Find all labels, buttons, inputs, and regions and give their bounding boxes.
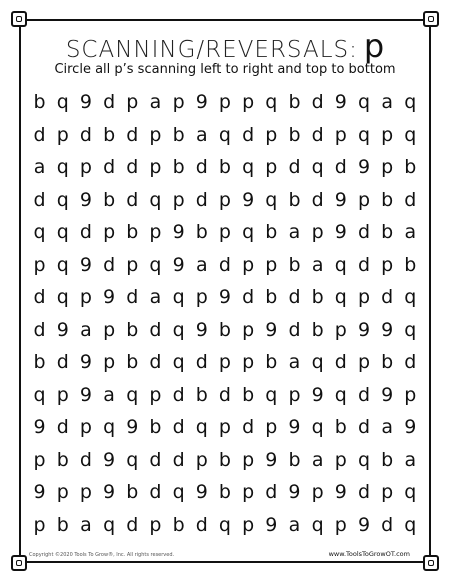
grid-letter[interactable]: q xyxy=(172,351,185,374)
grid-letter[interactable]: d xyxy=(357,416,371,439)
grid-letter[interactable]: d xyxy=(265,481,278,504)
grid-row xyxy=(28,151,422,184)
grid-letter[interactable]: a xyxy=(80,513,92,536)
grid-letter[interactable]: p xyxy=(79,286,92,309)
grid-letter[interactable]: p xyxy=(288,383,301,406)
grid-letter[interactable]: d xyxy=(311,91,324,114)
grid-letter[interactable]: d xyxy=(195,156,208,179)
grid-letter[interactable]: a xyxy=(288,513,301,536)
grid-letter[interactable]: d xyxy=(126,123,139,146)
grid-letter[interactable]: q xyxy=(56,253,69,276)
grid-letter[interactable]: d xyxy=(33,123,46,146)
grid-letter[interactable]: d xyxy=(404,188,417,211)
grid-letter[interactable]: 9 xyxy=(79,188,92,211)
grid-letter[interactable]: 9 xyxy=(265,513,278,536)
grid-letter[interactable]: d xyxy=(195,513,208,536)
grid-letter[interactable]: d xyxy=(149,351,162,374)
grid-letter[interactable]: 9 xyxy=(334,221,347,244)
grid-letter[interactable]: 9 xyxy=(33,416,46,439)
grid-letter[interactable]: b xyxy=(381,351,394,374)
grid-letter[interactable]: d xyxy=(33,188,46,211)
grid-letter[interactable]: 9 xyxy=(103,481,116,504)
grid-letter[interactable]: p xyxy=(357,351,371,374)
grid-letter[interactable]: q xyxy=(126,383,139,406)
grid-letter[interactable]: d xyxy=(172,416,185,439)
grid-letter[interactable]: p xyxy=(334,123,347,146)
grid-letter[interactable]: p xyxy=(242,253,255,276)
grid-letter[interactable]: p xyxy=(242,318,255,341)
grid-letter[interactable]: a xyxy=(381,416,393,439)
grid-letter[interactable]: p xyxy=(103,318,116,341)
grid-letter[interactable]: d xyxy=(311,188,324,211)
grid-letter[interactable]: a xyxy=(195,253,208,276)
grid-letter[interactable]: d xyxy=(103,91,116,114)
grid-letter[interactable]: p xyxy=(79,481,92,504)
grid-letter[interactable]: a xyxy=(149,91,162,114)
grid-letter[interactable]: 9 xyxy=(242,188,255,211)
grid-letter[interactable]: p xyxy=(79,156,92,179)
grid-letter[interactable]: 9 xyxy=(357,156,371,179)
grid-letter[interactable]: q xyxy=(265,188,278,211)
grid-letter[interactable]: 9 xyxy=(172,221,185,244)
grid-letter[interactable]: b xyxy=(195,221,208,244)
grid-letter[interactable]: 9 xyxy=(103,286,116,309)
grid-letter[interactable]: p xyxy=(265,253,278,276)
corner-ornament-icon xyxy=(423,11,439,27)
grid-letter[interactable]: 9 xyxy=(195,318,208,341)
grid-letter[interactable]: p xyxy=(265,123,278,146)
grid-letter[interactable]: p xyxy=(265,156,278,179)
grid-letter[interactable]: q xyxy=(56,188,69,211)
grid-letter[interactable]: 9 xyxy=(126,416,139,439)
grid-letter[interactable]: a xyxy=(404,448,417,471)
grid-letter[interactable]: q xyxy=(311,416,324,439)
grid-letter[interactable]: p xyxy=(242,351,255,374)
grid-letter[interactable]: 9 xyxy=(288,481,301,504)
grid-letter[interactable]: b xyxy=(288,188,301,211)
grid-letter[interactable]: q xyxy=(103,513,116,536)
grid-row xyxy=(28,119,422,152)
grid-letter[interactable]: p xyxy=(311,481,324,504)
instructions: Circle all p’s scanning left to right and top to bottom xyxy=(54,62,396,77)
grid-letter[interactable]: a xyxy=(149,286,162,309)
grid-letter[interactable]: q xyxy=(404,91,417,114)
grid-letter[interactable]: b xyxy=(56,448,69,471)
grid-letter[interactable]: 9 xyxy=(265,448,278,471)
grid-letter[interactable]: p xyxy=(172,188,185,211)
grid-letter[interactable]: p xyxy=(149,221,162,244)
grid-letter[interactable]: d xyxy=(242,416,255,439)
grid-letter[interactable]: b xyxy=(242,383,255,406)
grid-letter[interactable]: p xyxy=(149,156,162,179)
grid-letter[interactable]: q xyxy=(357,123,371,146)
grid-letter[interactable]: 9 xyxy=(334,188,347,211)
grid-letter[interactable]: p xyxy=(195,286,208,309)
grid-letter[interactable]: p xyxy=(334,448,347,471)
grid-letter[interactable]: a xyxy=(311,448,324,471)
grid-letter[interactable]: d xyxy=(126,513,139,536)
grid-row xyxy=(28,281,422,314)
grid-letter[interactable]: q xyxy=(334,383,347,406)
grid-letter[interactable]: p xyxy=(404,383,417,406)
grid-letter[interactable]: q xyxy=(56,91,69,114)
grid-letter[interactable]: 9 xyxy=(79,253,92,276)
grid-letter[interactable]: 9 xyxy=(381,318,394,341)
grid-letter[interactable]: d xyxy=(79,221,92,244)
grid-letter[interactable]: b xyxy=(172,513,185,536)
grid-letter[interactable]: 9 xyxy=(103,448,116,471)
grid-letter[interactable]: q xyxy=(357,91,371,114)
grid-row xyxy=(28,346,422,379)
grid-letter[interactable]: d xyxy=(357,481,371,504)
grid-letter[interactable]: p xyxy=(126,253,139,276)
grid-letter[interactable]: p xyxy=(242,481,255,504)
grid-letter[interactable]: d xyxy=(218,383,231,406)
grid-letter[interactable]: p xyxy=(33,253,46,276)
grid-letter[interactable]: b xyxy=(33,351,46,374)
grid-letter[interactable]: 9 xyxy=(265,318,278,341)
corner-ornament-icon xyxy=(11,555,27,571)
grid-letter[interactable]: p xyxy=(381,481,394,504)
grid-letter[interactable]: q xyxy=(242,156,255,179)
grid-letter[interactable]: q xyxy=(311,156,324,179)
grid-letter[interactable]: q xyxy=(149,188,162,211)
grid-letter[interactable]: d xyxy=(242,123,255,146)
grid-letter[interactable]: b xyxy=(172,156,185,179)
grid-letter[interactable]: q xyxy=(33,221,46,244)
grid-letter[interactable]: p xyxy=(334,513,347,536)
grid-letter[interactable]: d xyxy=(103,253,116,276)
grid-letter[interactable]: p xyxy=(242,448,255,471)
website-url: www.ToolsToGrowOT.com xyxy=(328,550,410,558)
grid-letter[interactable]: b xyxy=(195,383,208,406)
grid-letter[interactable]: q xyxy=(218,513,231,536)
grid-letter[interactable]: b xyxy=(149,416,162,439)
grid-letter[interactable]: q xyxy=(265,383,278,406)
grid-letter[interactable]: q xyxy=(103,416,116,439)
grid-letter[interactable]: q xyxy=(172,318,185,341)
grid-letter[interactable]: p xyxy=(381,123,394,146)
grid-letter[interactable]: q xyxy=(56,221,69,244)
grid-letter[interactable]: d xyxy=(288,286,301,309)
grid-letter[interactable]: q xyxy=(357,448,371,471)
grid-letter[interactable]: 9 xyxy=(218,286,231,309)
grid-letter[interactable]: 9 xyxy=(404,416,417,439)
grid-letter[interactable]: q xyxy=(311,351,324,374)
grid-letter[interactable]: p xyxy=(33,513,46,536)
grid-letter[interactable]: q xyxy=(334,253,347,276)
grid-letter[interactable]: d xyxy=(195,188,208,211)
grid-letter[interactable]: b xyxy=(103,123,116,146)
grid-letter[interactable]: d xyxy=(288,318,301,341)
grid-letter[interactable]: b xyxy=(288,123,301,146)
grid-row xyxy=(28,314,422,347)
grid-letter[interactable]: d xyxy=(149,448,162,471)
grid-letter[interactable]: d xyxy=(33,286,46,309)
grid-letter[interactable]: p xyxy=(33,448,46,471)
grid-letter[interactable]: p xyxy=(218,91,231,114)
grid-letter[interactable]: 9 xyxy=(79,351,92,374)
grid-letter[interactable]: b xyxy=(265,286,278,309)
grid-letter[interactable]: b xyxy=(218,318,231,341)
grid-letter[interactable]: a xyxy=(195,123,208,146)
grid-letter[interactable]: b xyxy=(404,253,417,276)
grid-letter[interactable]: q xyxy=(334,286,347,309)
grid-letter[interactable]: b xyxy=(218,156,231,179)
grid-letter[interactable]: d xyxy=(56,416,69,439)
grid-letter[interactable]: d xyxy=(218,253,231,276)
grid-letter[interactable]: b xyxy=(265,221,278,244)
grid-letter[interactable]: p xyxy=(357,286,371,309)
grid-letter[interactable]: p xyxy=(56,481,69,504)
grid-letter[interactable]: p xyxy=(103,221,116,244)
grid-letter[interactable]: a xyxy=(33,156,46,179)
grid-letter[interactable]: d xyxy=(126,156,139,179)
grid-letter[interactable]: d xyxy=(33,318,46,341)
grid-letter[interactable]: d xyxy=(79,448,92,471)
grid-letter[interactable]: q xyxy=(149,253,162,276)
grid-letter[interactable]: a xyxy=(288,221,301,244)
grid-letter[interactable]: p xyxy=(149,383,162,406)
grid-letter[interactable]: 9 xyxy=(79,91,92,114)
grid-letter[interactable]: q xyxy=(56,286,69,309)
grid-letter[interactable]: d xyxy=(381,513,394,536)
grid-letter[interactable]: b xyxy=(56,513,69,536)
grid-letter[interactable]: q xyxy=(404,481,417,504)
grid-letter[interactable]: p xyxy=(334,318,347,341)
grid-letter[interactable]: q xyxy=(265,91,278,114)
grid-letter[interactable]: 9 xyxy=(357,513,371,536)
grid-letter[interactable]: p xyxy=(242,513,255,536)
grid-letter[interactable]: b xyxy=(265,351,278,374)
corner-ornament-icon xyxy=(11,11,27,27)
grid-letter[interactable]: d xyxy=(56,351,69,374)
grid-letter[interactable]: d xyxy=(357,253,371,276)
grid-letter[interactable]: b xyxy=(334,416,347,439)
grid-letter[interactable]: q xyxy=(311,513,324,536)
grid-letter[interactable]: p xyxy=(218,188,231,211)
grid-letter[interactable]: 9 xyxy=(334,91,347,114)
grid-letter[interactable]: q xyxy=(126,448,139,471)
grid-letter[interactable]: d xyxy=(311,123,324,146)
grid-letter[interactable]: q xyxy=(404,513,417,536)
grid-letter[interactable]: q xyxy=(218,123,231,146)
grid-row xyxy=(28,216,422,249)
grid-letter[interactable]: d xyxy=(357,221,371,244)
grid-letter[interactable]: d xyxy=(103,156,116,179)
grid-letter[interactable]: 9 xyxy=(334,481,347,504)
grid-letter[interactable]: 9 xyxy=(381,383,394,406)
grid-letter[interactable]: q xyxy=(33,383,46,406)
grid-letter[interactable]: d xyxy=(334,351,347,374)
grid-letter[interactable]: q xyxy=(404,286,417,309)
grid-letter[interactable]: d xyxy=(381,286,394,309)
grid-letter[interactable]: q xyxy=(404,123,417,146)
grid-letter[interactable]: a xyxy=(404,221,417,244)
grid-row xyxy=(28,249,422,282)
grid-letter[interactable]: d xyxy=(288,156,301,179)
grid-letter[interactable]: d xyxy=(334,156,347,179)
grid-letter[interactable]: p xyxy=(242,91,255,114)
grid-letter[interactable]: p xyxy=(218,221,231,244)
grid-letter[interactable]: d xyxy=(242,286,255,309)
grid-letter[interactable]: p xyxy=(311,221,324,244)
grid-row xyxy=(28,184,422,217)
grid-letter[interactable]: b xyxy=(381,221,394,244)
grid-letter[interactable]: b xyxy=(288,253,301,276)
grid-letter[interactable]: d xyxy=(172,448,185,471)
grid-letter[interactable]: d xyxy=(126,286,139,309)
grid-letter[interactable]: b xyxy=(218,448,231,471)
grid-letter[interactable]: b xyxy=(404,156,417,179)
grid-letter[interactable]: b xyxy=(103,188,116,211)
grid-letter[interactable]: a xyxy=(103,383,115,406)
grid-letter[interactable]: q xyxy=(56,156,69,179)
target-letter: p xyxy=(363,27,385,65)
grid-letter[interactable]: 9 xyxy=(357,318,371,341)
grid-letter[interactable]: 9 xyxy=(311,383,324,406)
grid-letter[interactable]: 9 xyxy=(195,91,208,114)
corner-ornament-icon xyxy=(423,555,439,571)
grid-letter[interactable]: p xyxy=(56,383,69,406)
grid-letter[interactable]: b xyxy=(311,286,324,309)
grid-letter[interactable]: q xyxy=(172,481,185,504)
grid-letter[interactable]: d xyxy=(149,481,162,504)
grid-letter[interactable]: q xyxy=(404,318,417,341)
grid-row xyxy=(28,86,422,119)
grid-row xyxy=(28,509,422,542)
grid-letter[interactable]: b xyxy=(381,448,394,471)
grid-letter[interactable]: b xyxy=(126,481,139,504)
grid-letter[interactable]: 9 xyxy=(33,481,46,504)
grid-letter[interactable]: a xyxy=(288,351,301,374)
grid-letter[interactable]: b xyxy=(381,188,394,211)
grid-letter[interactable]: a xyxy=(381,91,393,114)
grid-row xyxy=(28,411,422,444)
grid-letter[interactable]: q xyxy=(195,416,208,439)
grid-letter[interactable]: b xyxy=(288,448,301,471)
grid-letter[interactable]: d xyxy=(195,351,208,374)
grid-letter[interactable]: p xyxy=(149,513,162,536)
letter-grid xyxy=(28,86,422,541)
grid-letter[interactable]: 9 xyxy=(79,383,92,406)
grid-letter[interactable]: p xyxy=(79,416,92,439)
grid-letter[interactable]: b xyxy=(172,123,185,146)
grid-letter[interactable]: a xyxy=(80,318,92,341)
grid-letter[interactable]: 9 xyxy=(172,253,185,276)
grid-letter[interactable]: d xyxy=(126,188,139,211)
grid-letter[interactable]: p xyxy=(126,91,139,114)
worksheet-title xyxy=(0,26,450,66)
grid-letter[interactable]: d xyxy=(172,383,185,406)
grid-letter[interactable]: d xyxy=(357,383,371,406)
grid-letter[interactable]: p xyxy=(218,351,231,374)
grid-letter[interactable]: p xyxy=(103,351,116,374)
grid-letter[interactable]: b xyxy=(126,221,139,244)
grid-letter[interactable]: q xyxy=(172,286,185,309)
title-text: SCANNING/REVERSALS: xyxy=(65,37,358,63)
grid-row xyxy=(28,379,422,412)
grid-letter[interactable]: q xyxy=(242,221,255,244)
grid-letter[interactable]: d xyxy=(149,318,162,341)
grid-row xyxy=(28,476,422,509)
grid-letter[interactable]: 9 xyxy=(195,481,208,504)
grid-letter[interactable]: p xyxy=(381,253,394,276)
grid-letter[interactable]: b xyxy=(311,318,324,341)
grid-letter[interactable]: b xyxy=(288,91,301,114)
grid-letter[interactable]: p xyxy=(218,416,231,439)
grid-letter[interactable]: 9 xyxy=(56,318,69,341)
grid-row xyxy=(28,444,422,477)
grid-letter[interactable]: p xyxy=(56,123,69,146)
grid-letter[interactable]: a xyxy=(311,253,324,276)
grid-letter[interactable]: b xyxy=(126,318,139,341)
grid-letter[interactable]: b xyxy=(126,351,139,374)
grid-letter[interactable]: b xyxy=(218,481,231,504)
copyright-notice: Copyright ©2020 Tools To Grow®, Inc. All rights reserved. xyxy=(29,552,175,558)
grid-letter[interactable]: p xyxy=(149,123,162,146)
grid-letter[interactable]: p xyxy=(172,91,185,114)
grid-letter[interactable]: p xyxy=(265,416,278,439)
grid-letter[interactable]: b xyxy=(33,91,46,114)
grid-letter[interactable]: d xyxy=(79,123,92,146)
grid-letter[interactable]: d xyxy=(404,351,417,374)
grid-letter[interactable]: p xyxy=(357,188,371,211)
grid-letter[interactable]: 9 xyxy=(288,416,301,439)
grid-letter[interactable]: p xyxy=(195,448,208,471)
grid-letter[interactable]: p xyxy=(381,156,394,179)
